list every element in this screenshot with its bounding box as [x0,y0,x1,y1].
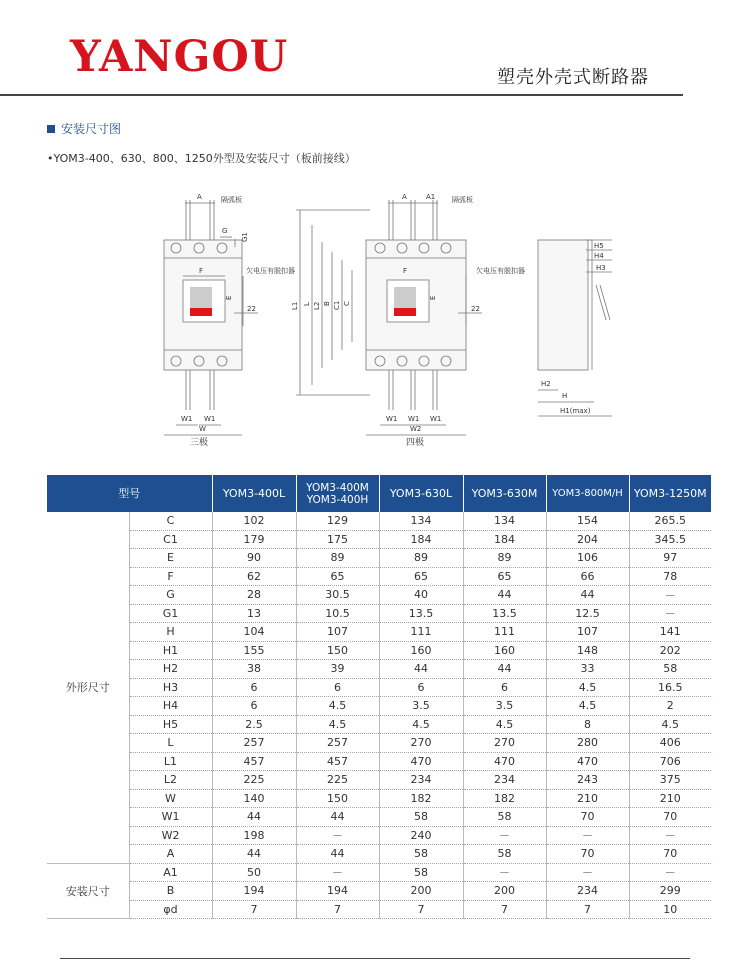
table-row [47,789,711,808]
value-cell: 4.5 [546,678,629,697]
barrier-label: 隔弧板 [221,196,242,204]
table-row [47,826,711,845]
value-cell: 58 [379,808,463,827]
table-row [47,900,711,919]
value-cell: 243 [546,771,629,790]
value-cell: 40 [379,586,463,605]
table-row [47,808,711,827]
value-cell: 70 [546,808,629,827]
value-cell: 234 [463,771,546,790]
value-cell: 107 [296,623,379,642]
param-cell: A [129,845,212,864]
value-cell: 106 [546,549,629,568]
dim-H1: H1(max) [560,407,591,415]
param-cell: φd [129,900,212,919]
value-cell: 50 [212,863,296,882]
value-cell: 44 [212,845,296,864]
value-cell: 44 [296,845,379,864]
dim-A-four: A [402,193,407,201]
value-cell: 13.5 [379,604,463,623]
model-col-5: YOM3-800M/H [546,475,629,512]
value-cell: 90 [212,549,296,568]
dim-F: F [199,267,204,275]
param-cell: W1 [129,808,212,827]
value-cell: 6 [463,678,546,697]
value-cell: 10.5 [296,604,379,623]
value-cell: 234 [379,771,463,790]
table-row [47,641,711,660]
value-cell: 102 [212,512,296,530]
value-cell: － [463,863,546,882]
value-cell: 257 [212,734,296,753]
value-cell: 89 [379,549,463,568]
value-cell: 44 [296,808,379,827]
value-cell: 182 [463,789,546,808]
value-cell: 194 [296,882,379,901]
table-row [47,512,711,530]
value-cell: 134 [379,512,463,530]
dim-W1-d: W1 [408,415,420,423]
section-heading [47,120,121,137]
param-cell: G1 [129,604,212,623]
param-cell: L2 [129,771,212,790]
value-cell: 160 [463,641,546,660]
four-pole-drawing [296,200,482,435]
value-cell: 38 [212,660,296,679]
model-col-4: YOM3-630M [463,475,546,512]
value-cell: 78 [629,567,711,586]
dim-H: H [562,392,568,400]
value-cell: 194 [212,882,296,901]
value-cell: － [296,826,379,845]
value-cell: 97 [629,549,711,568]
group-label: 安装尺寸 [47,863,129,919]
value-cell: 270 [463,734,546,753]
param-cell: F [129,567,212,586]
value-cell: 6 [212,678,296,697]
value-cell: 204 [546,530,629,549]
param-cell: L1 [129,752,212,771]
value-cell: 4.5 [296,715,379,734]
value-cell: 111 [463,623,546,642]
value-cell: 150 [296,789,379,808]
value-cell: 240 [379,826,463,845]
dim-A1: A1 [426,193,436,201]
value-cell: 3.5 [463,697,546,716]
value-cell: 140 [212,789,296,808]
value-cell: 3.5 [379,697,463,716]
value-cell: 2.5 [212,715,296,734]
param-cell: C [129,512,212,530]
value-cell: 12.5 [546,604,629,623]
param-cell: C1 [129,530,212,549]
value-cell: 200 [463,882,546,901]
dim-C: C [343,301,351,306]
table-row [47,715,711,734]
dim-W2: W2 [410,425,422,433]
square-bullet-icon [47,125,55,133]
value-cell: 7 [379,900,463,919]
value-cell: 202 [629,641,711,660]
value-cell: 210 [546,789,629,808]
value-cell: 62 [212,567,296,586]
dim-H4: H4 [594,252,604,260]
param-cell: W [129,789,212,808]
value-cell: 198 [212,826,296,845]
value-cell: 7 [463,900,546,919]
dim-W1-e: W1 [430,415,442,423]
value-cell: － [463,826,546,845]
value-cell: 225 [212,771,296,790]
barrier-label-four: 隔弧板 [452,196,473,204]
value-cell: 406 [629,734,711,753]
dimension-diagrams [0,180,750,450]
dim-E: E [225,295,233,300]
value-cell: 184 [379,530,463,549]
dim-L: L [303,302,311,306]
value-cell: 7 [212,900,296,919]
value-cell: 200 [379,882,463,901]
value-cell: 470 [546,752,629,771]
undervoltage-label-four: 欠电压有脱扣器 [476,267,525,275]
param-cell: H5 [129,715,212,734]
table-header-row [47,475,711,512]
value-cell: 148 [546,641,629,660]
dim-H5: H5 [594,242,604,250]
value-cell: 2 [629,697,711,716]
value-cell: 234 [546,882,629,901]
value-cell: 58 [379,845,463,864]
value-cell: 4.5 [296,697,379,716]
value-cell: 65 [463,567,546,586]
value-cell: 375 [629,771,711,790]
param-cell: A1 [129,863,212,882]
spec-table [47,475,711,919]
model-col-2 [296,475,379,512]
spec-table-body [47,512,711,919]
value-cell: 270 [379,734,463,753]
param-cell: H [129,623,212,642]
value-cell: 89 [463,549,546,568]
table-row [47,697,711,716]
footer-divider [60,958,690,959]
value-cell: 44 [463,586,546,605]
value-cell: 7 [546,900,629,919]
dim-L1: L1 [291,301,299,310]
param-cell: B [129,882,212,901]
value-cell: － [629,586,711,605]
param-cell: G [129,586,212,605]
dim-G: G [222,227,228,235]
table-row [47,604,711,623]
param-cell: H4 [129,697,212,716]
table-row [47,660,711,679]
product-title: 塑壳外壳式断路器 [497,67,649,88]
value-cell: 184 [463,530,546,549]
model-col-6: YOM3-1250M [629,475,711,512]
value-cell: 70 [546,845,629,864]
dim-H2: H2 [541,380,551,388]
value-cell: 65 [379,567,463,586]
dim-L2: L2 [313,301,321,310]
model-col-3: YOM3-630L [379,475,463,512]
value-cell: 470 [379,752,463,771]
table-row [47,586,711,605]
table-row [47,567,711,586]
value-cell: 65 [296,567,379,586]
table-row [47,771,711,790]
value-cell: 6 [212,697,296,716]
value-cell: 280 [546,734,629,753]
value-cell: 70 [629,845,711,864]
value-cell: － [296,863,379,882]
value-cell: 28 [212,586,296,605]
value-cell: 155 [212,641,296,660]
dim-22-four: 22 [471,305,480,313]
table-row [47,882,711,901]
value-cell: 257 [296,734,379,753]
dim-B: B [323,301,331,306]
value-cell: 345.5 [629,530,711,549]
subheading: •YOM3-400、630、800、1250外型及安装尺寸（板前接线） [47,152,356,165]
dim-A: A [197,193,202,201]
dim-H3: H3 [596,264,606,272]
value-cell: 6 [296,678,379,697]
param-cell: H3 [129,678,212,697]
table-row [47,752,711,771]
value-cell: 13 [212,604,296,623]
brand-logo: YANGOU [70,32,289,82]
value-cell: 111 [379,623,463,642]
value-cell: 225 [296,771,379,790]
table-row [47,549,711,568]
param-cell: E [129,549,212,568]
value-cell: 4.5 [629,715,711,734]
value-cell: － [629,604,711,623]
table-row [47,678,711,697]
value-cell: － [629,863,711,882]
value-cell: 70 [629,808,711,827]
value-cell: 129 [296,512,379,530]
value-cell: 470 [463,752,546,771]
table-row [47,734,711,753]
value-cell: 66 [546,567,629,586]
four-pole-caption: 四极 [406,438,425,448]
value-cell: 8 [546,715,629,734]
value-cell: 7 [296,900,379,919]
value-cell: 4.5 [379,715,463,734]
value-cell: 134 [463,512,546,530]
model-col-2-text: YOM3-400M YOM3-400H [306,481,369,506]
value-cell: 44 [546,586,629,605]
value-cell: 58 [629,660,711,679]
dim-W: W [199,425,206,433]
value-cell: 210 [629,789,711,808]
value-cell: 457 [296,752,379,771]
table-row [47,623,711,642]
value-cell: 16.5 [629,678,711,697]
value-cell: 107 [546,623,629,642]
value-cell: 175 [296,530,379,549]
value-cell: 179 [212,530,296,549]
table-row [47,845,711,864]
dim-22: 22 [247,305,256,313]
value-cell: 44 [212,808,296,827]
value-cell: 4.5 [463,715,546,734]
model-header: 型号 [47,475,212,512]
value-cell: 89 [296,549,379,568]
value-cell: 39 [296,660,379,679]
value-cell: 58 [379,863,463,882]
value-cell: － [546,826,629,845]
value-cell: 44 [379,660,463,679]
dim-G1: G1 [241,232,249,242]
dim-W1-b: W1 [204,415,216,423]
value-cell: 33 [546,660,629,679]
value-cell: 58 [463,808,546,827]
param-cell: W2 [129,826,212,845]
section-heading-text: 安装尺寸图 [61,122,122,136]
group-label: 外形尺寸 [47,512,129,863]
dim-F-four: F [403,267,408,275]
value-cell: 104 [212,623,296,642]
dim-W1-c: W1 [386,415,398,423]
param-cell: H1 [129,641,212,660]
value-cell: 6 [379,678,463,697]
value-cell: 10 [629,900,711,919]
value-cell: 141 [629,623,711,642]
value-cell: 457 [212,752,296,771]
dim-C1: C1 [333,300,341,310]
header-divider [0,94,683,96]
value-cell: 4.5 [546,697,629,716]
param-cell: H2 [129,660,212,679]
model-col-1: YOM3-400L [212,475,296,512]
param-cell: L [129,734,212,753]
table-row [47,863,711,882]
value-cell: 154 [546,512,629,530]
value-cell: 706 [629,752,711,771]
value-cell: 13.5 [463,604,546,623]
value-cell: 150 [296,641,379,660]
undervoltage-label: 欠电压有脱扣器 [246,267,295,275]
dim-E-four: E [429,295,437,300]
table-row [47,530,711,549]
dim-W1-a: W1 [181,415,193,423]
value-cell: 182 [379,789,463,808]
value-cell: 265.5 [629,512,711,530]
value-cell: 299 [629,882,711,901]
value-cell: － [629,826,711,845]
value-cell: 30.5 [296,586,379,605]
value-cell: 58 [463,845,546,864]
value-cell: － [546,863,629,882]
value-cell: 44 [463,660,546,679]
three-pole-caption: 三极 [190,438,209,448]
value-cell: 160 [379,641,463,660]
